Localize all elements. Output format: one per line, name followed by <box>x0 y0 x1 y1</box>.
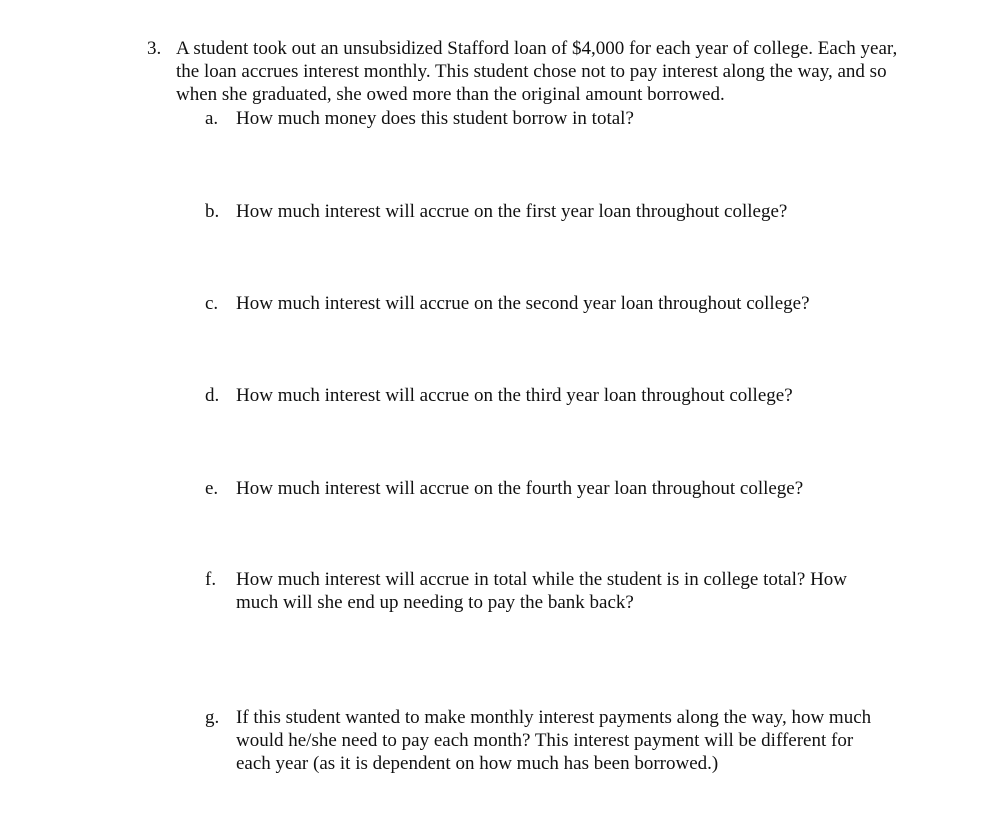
part-g-text: If this student wanted to make monthly interest payments along the way, how much would he/she need to pay each month? This interest payment will be different for each year (as it is dependent on how much has been borrowed.) <box>236 707 872 774</box>
part-e-text: How much interest will accrue on the fourth year loan throughout college? <box>236 478 804 499</box>
part-e-letter: e. <box>205 478 219 499</box>
part-b-text: How much interest will accrue on the first year loan throughout college? <box>236 201 788 222</box>
part-f-text: How much interest will accrue in total while the student is in college total? How much will she end up needing to pay the bank back? <box>236 569 848 613</box>
part-f-letter: f. <box>205 569 217 590</box>
part-d-text: How much interest will accrue on the third year loan throughout college? <box>236 385 793 406</box>
question-stem: A student took out an unsubsidized Stafford loan of $4,000 for each year of college. Each year, the loan accrues interest monthly. This student chose not to pay interest along the way, and so when she graduated, she owed more than the original amount borrowed. <box>176 38 898 105</box>
part-a-letter: a. <box>205 108 219 129</box>
question-number: 3. <box>147 38 162 59</box>
part-c-text: How much interest will accrue on the second year loan throughout college? <box>236 293 810 314</box>
part-d-letter: d. <box>205 385 220 406</box>
part-c-letter: c. <box>205 293 219 314</box>
part-b-letter: b. <box>205 201 220 222</box>
part-a-text: How much money does this student borrow in total? <box>236 108 634 129</box>
part-g-letter: g. <box>205 707 220 728</box>
